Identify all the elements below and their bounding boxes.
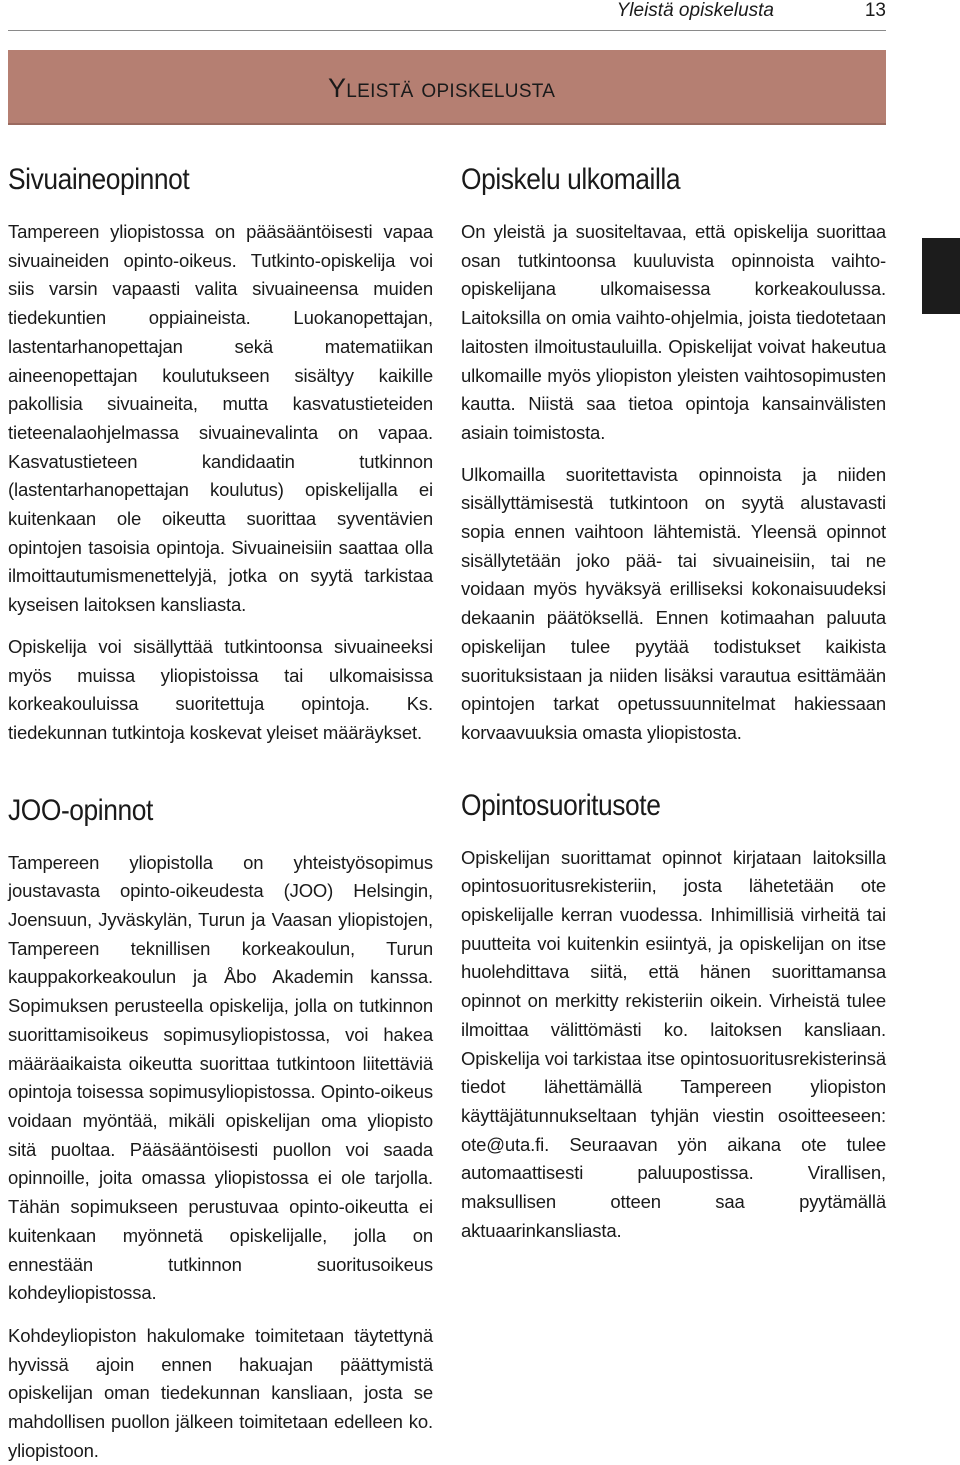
paragraph: Kohdeyliopiston hakulomake toimitetaan täytettynä hyvissä ajoin ennen hakuajan päättymistä opiskelijan oman tiedekunnan kansliaan, josta se mahdollisen puollon jälkeen toimitetaan edelleen ko. yliopistoon. (8, 1324, 433, 1461)
paragraph: Opiskelija voi sisällyttää tutkintoonsa sivuaineeksi myös muissa yliopistoissa tai ulkomaisissa korkeakouluissa suoritettuja opintoja. Ks. tiedekunnan tutkintoja koskevat yleiset määräykset. (8, 635, 433, 743)
section-heading: Sivuaineopinnot (8, 163, 190, 196)
section-opiskelu-ulkomailla (461, 160, 886, 748)
paragraph: Ulkomailla suoritettavista opinnoista ja niiden sisällyttämisestä tutkintoon on syytä alustavasti sopia ennen vaihtoon lähtemistä. Yleensä opinnot sisällytetään joko pää- tai sivuaineisiin, tai ne voidaan myös hyväksyä erilliseksi kokonaisuudeksi dekaanin päätöksellä. Ennen kotimaahan paluuta opiskelijan tulee pyytää todistukset kaikista suorituksistaan ja niiden lisäksi varautua esittämään opintojen tarkat opetussuunnitelmat hakiessaan korvaavuuksia omasta yliopistosta. (461, 463, 886, 743)
left-column (8, 160, 433, 1465)
page-number: 13 (864, 0, 886, 21)
header-rule (8, 30, 886, 31)
running-header (0, 0, 886, 24)
paragraph: Tampereen yliopistossa on pääsääntöisesti vapaa sivuaineiden opinto-oikeus. Tutkinto-opiskelija voi siis varsin vapaasti valita sivuaineensa muiden tiedekuntien oppiaineista. Luokanopettajan, lastentarhanopettajan sekä matematiikan aineenopettajan koulutukseen sisältyy kaikille pakollisia sivuaineita, mutta kasvatustieteiden tieteenalaohjelmassa sivuainevalinta on vapaa. Kasvatustieteen kandidaatin tutkinnon (lastentarhanopettajan koulutus) opiskelijalla ei kuitenkaan ole oikeutta suorittaa syventävien opintojen tasoisia opintoja. Sivuaineisiin saattaa olla ilmoittautumismenettelyjä, jotka on syytä tarkistaa kyseisen laitoksen kansliasta. (8, 221, 433, 616)
section-heading: Opintosuoritusote (461, 788, 661, 822)
section-joo-opinnot (8, 791, 433, 1465)
section-heading: JOO-opinnot (8, 793, 153, 827)
right-column (461, 160, 886, 1246)
paragraph: On yleistä ja suositeltavaa, että opiskelija suorittaa osan tutkintoonsa kuuluvista opinnoista vaihto-opiskelijana ulkomaisessa korkeakoulussa. Laitoksilla on omia vaihto-ohjelmia, joista tiedotetaan laitosten ilmoitustauluilla. Opiskelijat voivat hakeutua ulkomaille myös yliopiston yleisten vaihtosopimusten kautta. Niistä saa tietoa opintoja kansainvälisten asiain toimistosta. (461, 221, 886, 443)
paragraph: Opiskelijan suorittamat opinnot kirjataan laitoksilla opintosuoritusrekisteriin, josta lähetetään ote opiskelijalle kerran vuodessa. Inhimillisiä virheitä tai puutteita voi kuitenkin esiintyä, ja opiskelijan on itse huolehdittava siitä, että hänen suorittamansa opinnot on merkitty rekisteriin oikein. Virheistä tulee ilmoittaa välittömästi ko. laitoksen kansliaan. Opiskelija voi tarkistaa itse opintosuoritusrekisterinsä tiedot lähettämällä Tampereen yliopiston käyttäjätunnukseltaan tyhjän viestin osoitteeseen: ote@uta.fi. Seuraavan yön aikana ote tulee automaattisesti paluupostissa. Virallisen, maksullisen otteen saa pyytämällä aktuaarinkansliasta. (461, 846, 886, 1241)
paragraph: Tampereen yliopistolla on yhteistyösopimus joustavasta opinto-oikeudesta (JOO) Helsingin, Joensuun, Jyväskylän, Turun ja Vaasan yliopistojen, Tampereen teknillisen korkeakoulun, Turun kauppakorkeakoulun ja Åbo Akademin kanssa. Sopimuksen perusteella opiskelija, jolla on tutkinnon suorittamisoikeus sopimusyliopistossa, voi hakea määräaikaista oikeutta suorittaa tutkintoon liitettäviä opintoja toisessa sopimusyliopistossa. Opinto-oikeus voidaan myöntää, mikäli opiskelijan oma yliopisto sitä puoltaa. Pääsääntöisesti puollon voi saada opinnoille, joita omassa yliopistossa ei ole tarjolla. Tähän sopimukseen perustuvaa opinto-oikeutta ei kuitenkaan myönnetä opiskelijalle, jolla on ennestään tutkinnon suoritusoikeus kohdeyliopistossa. (8, 851, 433, 1304)
thumb-index-tab (922, 238, 960, 314)
chapter-banner (8, 50, 886, 125)
chapter-title: Yleistä opiskelusta (328, 73, 556, 103)
section-opintosuoritusote (461, 786, 886, 1246)
running-title: Yleistä opiskelusta (616, 0, 774, 21)
section-heading: Opiskelu ulkomailla (461, 163, 681, 196)
section-sivuaineopinnot (8, 160, 433, 748)
